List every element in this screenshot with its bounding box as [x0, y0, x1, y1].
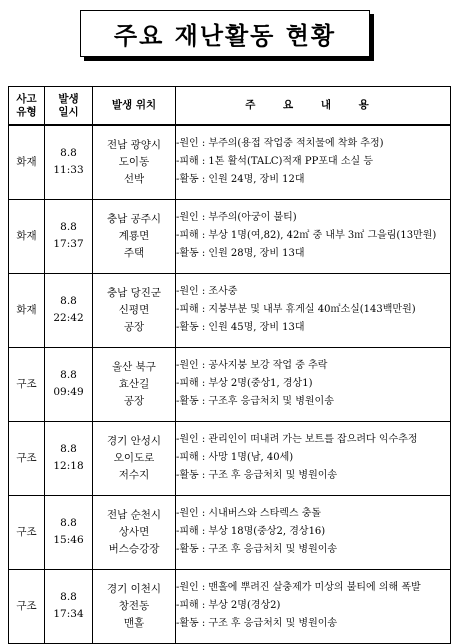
table-row — [9, 569, 451, 643]
detail-damage: -피해 : 지붕부분 및 내부 휴게실 40㎡소실(143백만원) — [176, 304, 416, 315]
incident-type-cell: 화재 — [9, 273, 45, 347]
occurrence-date: 8.8 — [60, 517, 77, 529]
occurrence-date: 8.8 — [60, 591, 77, 603]
detail-activity: -활동 : 구조 후 응급처치 및 병원이송 — [176, 544, 338, 555]
detail-activity: -활동 : 구조 후 응급처치 및 병원이송 — [176, 618, 338, 629]
detail-cause: -원인 : 맨홀에 뿌려진 살충제가 미상의 불티에 의해 폭발 — [176, 582, 421, 593]
location-line: 효산길 — [118, 377, 150, 390]
occurrence-date: 8.8 — [60, 147, 77, 160]
table-row — [9, 125, 451, 199]
location-line: 충남 공주시 — [106, 212, 162, 225]
details-cell — [176, 273, 451, 347]
detail-cause: -원인 : 부주의(용접 작업중 적치물에 착화 추정) — [176, 138, 384, 150]
occurrence-time-cell — [45, 125, 93, 199]
occurrence-date: 8.8 — [60, 443, 77, 455]
detail-activity: -활동 : 인원 24명, 장비 12대 — [176, 174, 305, 186]
location-cell — [93, 347, 176, 421]
incident-type-cell: 화재 — [9, 199, 45, 273]
header-time-line-1: 발생 — [58, 92, 79, 105]
location-line: 버스승강장 — [108, 542, 160, 555]
location-line: 공장 — [123, 394, 145, 407]
incident-type-cell: 구조 — [9, 347, 45, 421]
occurrence-clock: 15:46 — [53, 534, 84, 546]
occurrence-clock: 09:49 — [53, 386, 84, 398]
detail-activity: -활동 : 구조후 응급처치 및 병원이송 — [176, 396, 334, 407]
detail-damage: -피해 : 부상 2명(경상2) — [176, 600, 281, 611]
location-line: 상사면 — [118, 525, 150, 538]
header-location: 발생 위치 — [93, 87, 176, 126]
occurrence-clock: 22:42 — [53, 312, 84, 324]
header-main-content: 주 요 내 용 — [176, 87, 451, 126]
table-row — [9, 273, 451, 347]
location-cell — [93, 569, 176, 643]
detail-cause: -원인 : 관리인이 떠내려 가는 보트를 잡으려다 익수추정 — [176, 434, 418, 445]
occurrence-time-cell — [45, 273, 93, 347]
location-line: 공장 — [123, 320, 145, 333]
detail-activity: -활동 : 인원 45명, 장비 13대 — [176, 322, 305, 333]
location-line: 충남 당진군 — [106, 286, 162, 299]
header-time-line-2: 일시 — [58, 105, 79, 118]
header-occurrence-time — [45, 87, 93, 126]
disaster-activity-table — [8, 86, 451, 644]
detail-cause: -원인 : 조사중 — [176, 286, 238, 297]
detail-damage: -피해 : 부상 2명(중상1, 경상1) — [176, 378, 313, 389]
page-title: 주요 재난활동 현황 — [113, 22, 337, 50]
detail-damage: -피해 : 부상 18명(중상2, 경상16) — [176, 526, 326, 537]
table-row — [9, 347, 451, 421]
table-header-row — [9, 87, 451, 126]
occurrence-date: 8.8 — [60, 221, 77, 233]
detail-damage: -피해 : 사망 1명(남, 40세) — [176, 452, 294, 463]
location-cell — [93, 199, 176, 273]
location-line: 맨홀 — [123, 616, 145, 629]
detail-cause: -원인 : 공사지붕 보강 작업 중 추락 — [176, 360, 328, 371]
location-cell — [93, 125, 176, 199]
occurrence-clock: 17:37 — [53, 238, 84, 250]
occurrence-time-cell — [45, 421, 93, 495]
details-cell — [176, 125, 451, 199]
location-line: 울산 북구 — [112, 360, 156, 373]
location-line: 저수지 — [118, 468, 150, 481]
location-line: 전남 순천시 — [106, 508, 162, 521]
location-cell — [93, 495, 176, 569]
incident-type-cell: 구조 — [9, 421, 45, 495]
detail-damage: -피해 : 부상 1명(여,82), 42㎡ 중 내부 3㎡ 그을림(13만원) — [176, 230, 437, 241]
details-cell — [176, 495, 451, 569]
location-line: 창전동 — [118, 599, 150, 612]
table-row — [9, 199, 451, 273]
detail-activity: -활동 : 구조 후 응급처치 및 병원이송 — [176, 470, 338, 481]
occurrence-time-cell — [45, 495, 93, 569]
location-line: 계룡면 — [118, 229, 150, 242]
occurrence-time-cell — [45, 569, 93, 643]
header-type-line-2: 유형 — [16, 105, 37, 118]
details-cell — [176, 199, 451, 273]
detail-activity: -활동 : 인원 28명, 장비 13대 — [176, 248, 305, 259]
location-line: 선박 — [123, 172, 145, 185]
header-incident-type — [9, 87, 45, 126]
incident-type-cell: 화재 — [9, 125, 45, 199]
occurrence-clock: 17:34 — [53, 608, 84, 620]
incident-type-cell: 구조 — [9, 569, 45, 643]
details-cell — [176, 421, 451, 495]
table-body — [9, 125, 451, 643]
occurrence-time-cell — [45, 347, 93, 421]
location-line: 신평면 — [118, 303, 150, 316]
occurrence-clock: 12:18 — [53, 460, 84, 472]
location-cell — [93, 273, 176, 347]
details-cell — [176, 347, 451, 421]
detail-damage: -피해 : 1톤 활석(TALC)적재 PP포대 소실 등 — [176, 156, 373, 168]
occurrence-date: 8.8 — [60, 295, 77, 307]
header-type-line-1: 사고 — [16, 92, 37, 105]
table-row — [9, 421, 451, 495]
occurrence-clock: 11:33 — [53, 164, 84, 177]
title-box — [80, 10, 370, 57]
incident-type-cell: 구조 — [9, 495, 45, 569]
detail-cause: -원인 : 시내버스와 스타렉스 충돌 — [176, 508, 322, 519]
details-cell — [176, 569, 451, 643]
location-line: 오이도로 — [113, 451, 155, 464]
occurrence-time-cell — [45, 199, 93, 273]
occurrence-date: 8.8 — [60, 369, 77, 381]
location-line: 경기 이천시 — [106, 582, 162, 595]
location-line: 전남 광양시 — [106, 138, 162, 151]
location-line: 경기 안성시 — [106, 434, 162, 447]
location-line: 도이동 — [118, 155, 150, 168]
detail-cause: -원인 : 부주의(아궁이 불티) — [176, 212, 297, 223]
table-row — [9, 495, 451, 569]
location-line: 주택 — [123, 246, 145, 259]
location-cell — [93, 421, 176, 495]
